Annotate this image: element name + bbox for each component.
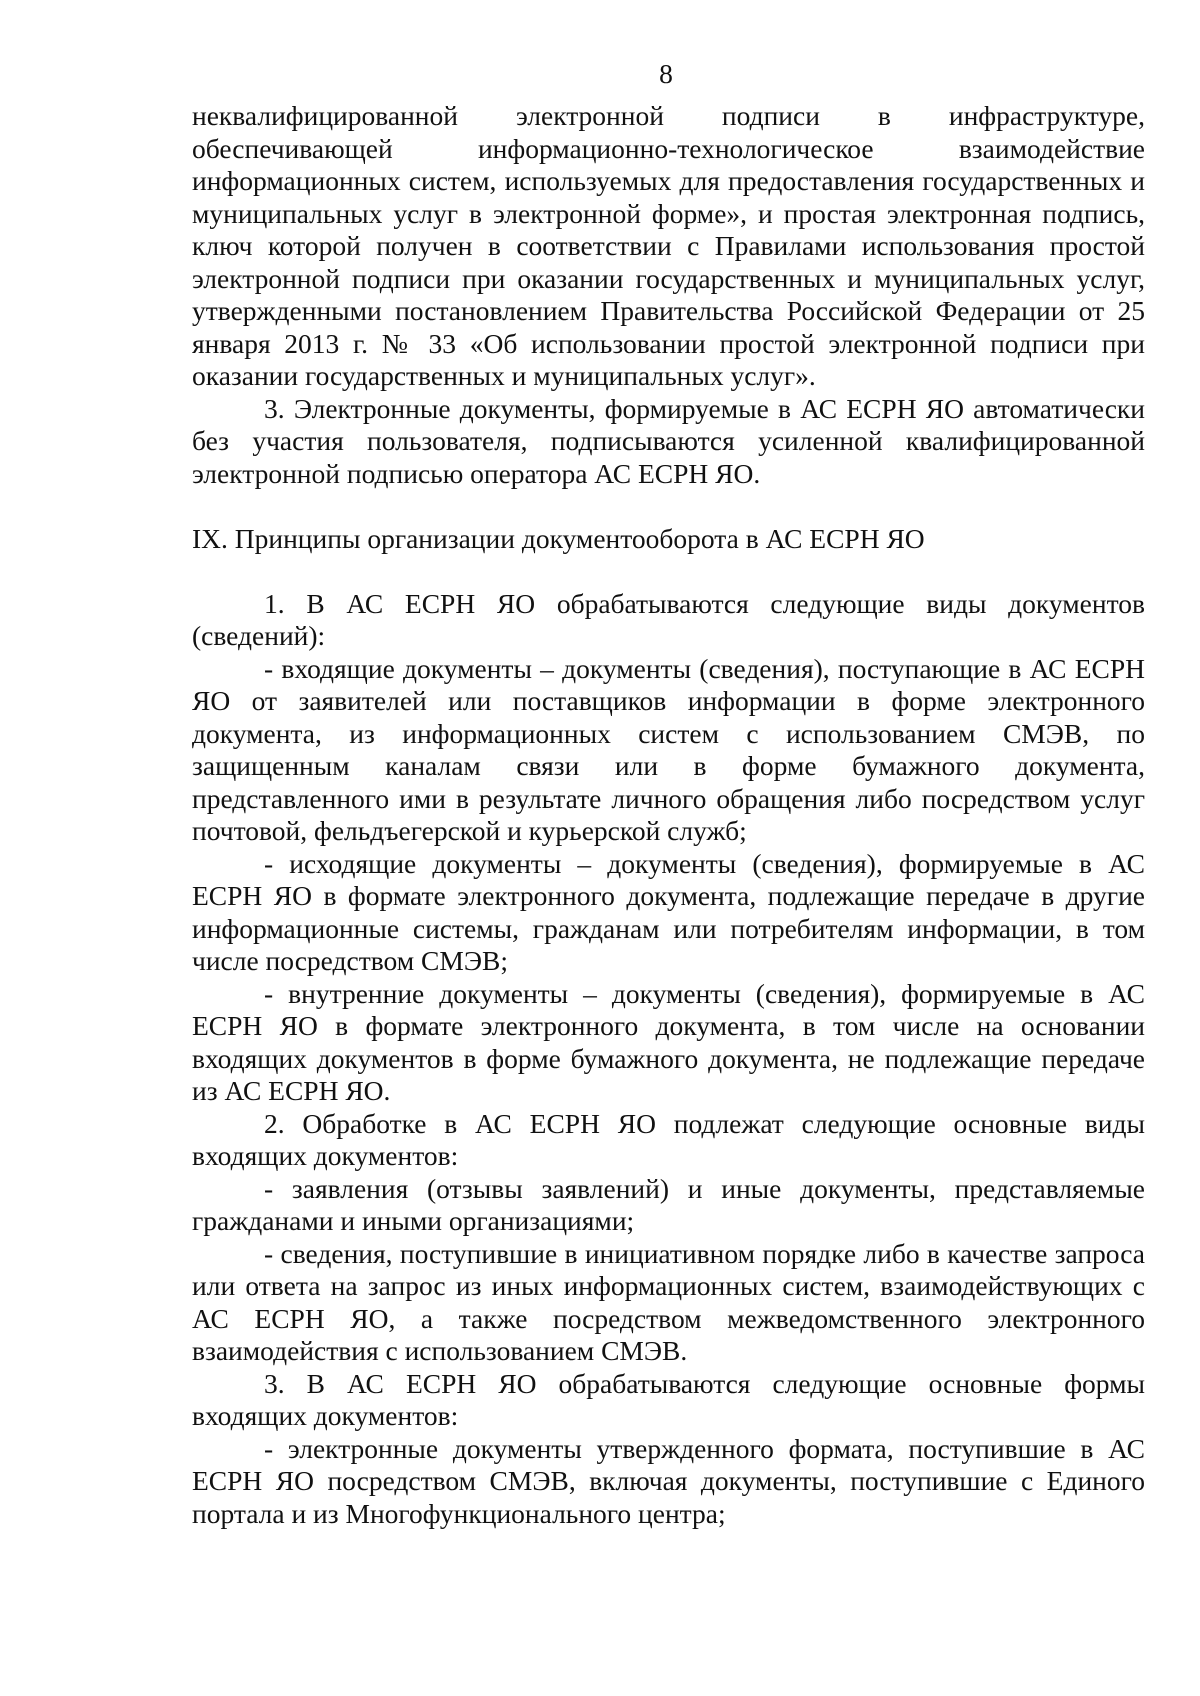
- list-item-incoming-documents: - входящие документы – документы (сведения), поступающие в АС ЕСРН ЯО от заявителей или поставщиков информации в форме электронного документа, из информационных систем с использованием СМЭВ, по защищенным каналам связи или в форме бумажного документа, представленного ими в результате личного обращения либо посредством услуг почтовой, фельдъегерской и курьерской служб;: [192, 652, 1145, 846]
- list-item-internal-documents: - внутренние документы – документы (сведения), формируемые в АС ЕСРН ЯО в формате электронного документа, в том числе на основании входящих документов в форме бумажного документа, не подлежащие передаче из АС ЕСРН ЯО.: [192, 977, 1145, 1106]
- list-item-information: - сведения, поступившие в инициативном порядке либо в качестве запроса или ответа на запрос из иных информационных систем, взаимодействующих с АС ЕСРН ЯО, а также посредством межведомственного электронного взаимодействия с использованием СМЭВ.: [192, 1237, 1145, 1366]
- section-heading: IX. Принципы организации документооборота в АС ЕСРН ЯО: [192, 523, 925, 554]
- paragraph-item-1: 1. В АС ЕСРН ЯО обрабатываются следующие виды документов (сведений):: [192, 587, 1145, 651]
- document-body: [192, 100, 1145, 1530]
- paragraph-item-2: 2. Обработке в АС ЕСРН ЯО подлежат следующие основные виды входящих документов:: [192, 1107, 1145, 1171]
- list-item-applications: - заявления (отзывы заявлений) и иные документы, представляемые гражданами и иными организациями;: [192, 1172, 1145, 1236]
- paragraph-continuation: неквалифицированной электронной подписи в инфраструктуре, обеспечивающей информационно-технологическое взаимодействие информационных систем, используемых для предоставления государственных и муниципальных услуг в электронной форме», и простая электронная подпись, ключ которой получен в соответствии с Правилами использования простой электронной подписи при оказании государственных и муниципальных услуг, утвержденными постановлением Правительства Российской Федерации от 25 января 2013 г. № 33 «Об использовании простой электронной подписи при оказании государственных и муниципальных услуг».: [192, 100, 1145, 391]
- page-number: 8: [659, 58, 673, 89]
- list-item-electronic-documents: - электронные документы утвержденного формата, поступившие в АС ЕСРН ЯО посредством СМЭВ, включая документы, поступившие с Единого портала и из Многофункционального центра;: [192, 1432, 1145, 1529]
- paragraph-item-3-forms: 3. В АС ЕСРН ЯО обрабатываются следующие основные формы входящих документов:: [192, 1367, 1145, 1431]
- paragraph-item-3-signature: 3. Электронные документы, формируемые в АС ЕСРН ЯО автоматически без участия пользователя, подписываются усиленной квалифицированной электронной подписью оператора АС ЕСРН ЯО.: [192, 392, 1145, 489]
- list-item-outgoing-documents: - исходящие документы – документы (сведения), формируемые в АС ЕСРН ЯО в формате электронного документа, подлежащие передаче в другие информационные системы, гражданам или потребителям информации, в том числе посредством СМЭВ;: [192, 847, 1145, 976]
